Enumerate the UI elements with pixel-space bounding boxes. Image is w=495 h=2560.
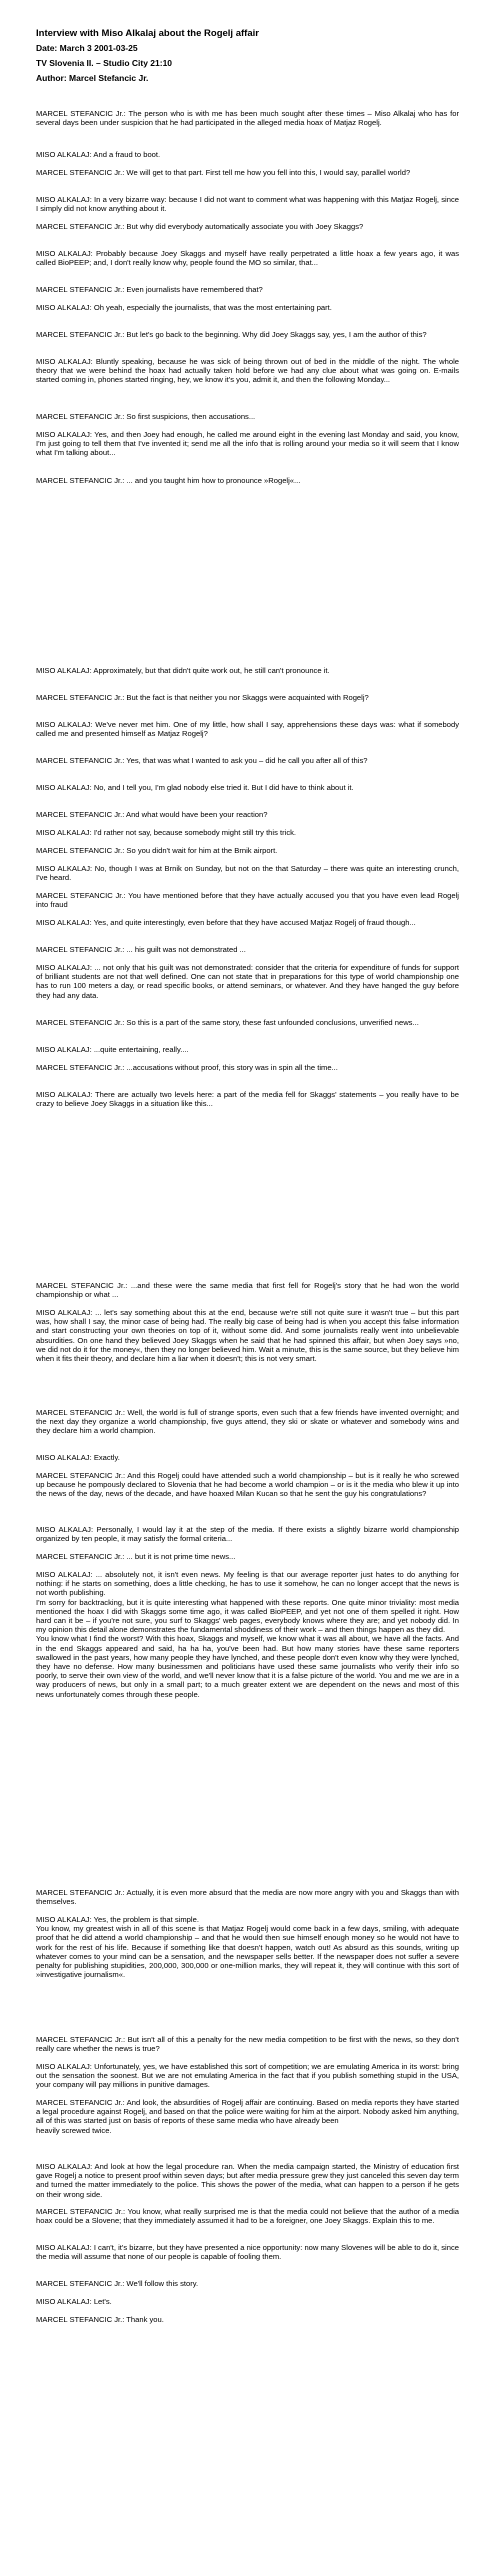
paragraph: MISO ALKALAJ: ... not only that his guilt was not demonstrated: consider that the criteria for expenditure of funds for support of brilliant students are not that well defined. One can not state that in preparations for this type of world championship one has to run 100 meters a day, or read specific books, or attend seminars, or whatever. And they have hanged the guy before they had any data.: [36, 963, 459, 1000]
document-date: Date: March 3 2001-03-25: [36, 43, 138, 53]
document-author: Author: Marcel Stefancic Jr.: [36, 73, 149, 83]
paragraph: MARCEL STEFANCIC Jr.: Even journalists have remembered that?: [36, 285, 263, 294]
document-station: TV Slovenia II. – Studio City 21:10: [36, 58, 173, 68]
paragraph: MARCEL STEFANCIC Jr.: And this Rogelj could have attended such a world championship – but is it really he who screwed up because he pompously declared to Slovenia that he had become a world champion – or is it the media who blew it up into the news of the day, news of the decade, and have hoaxed Milan Kucan so that he sent the guy his congratulations?: [36, 1471, 459, 1499]
paragraph: MISO ALKALAJ: Probably because Joey Skaggs and myself have really perpetrated a little hoax a few years ago, it was called BioPEEP; and, I don't really know why, people found the MO so similar, that...: [36, 249, 459, 268]
paragraph: MISO ALKALAJ: No, and I tell you, I'm glad nobody else tried it. But I did have to think about it.: [36, 783, 354, 792]
paragraph: MISO ALKALAJ: We've never met him. One of my little, how shall I say, apprehensions these days was: what if somebody called me and presented himself as Matjaz Rogelj?: [36, 720, 459, 739]
paragraph: MARCEL STEFANCIC Jr.: You know, what really surprised me is that the media could not believe that the author of a media hoax could be a Slovene; that they immediately assumed it had to be a foreigner, one Joey Skaggs. Explain this to me.: [36, 2207, 459, 2226]
paragraph: MISO ALKALAJ: I'd rather not say, because somebody might still try this trick.: [36, 828, 297, 837]
paragraph: MARCEL STEFANCIC Jr.: The person who is with me has been much sought after these times – Miso Alkalaj who has for several days been under suspicion that he had participated in the alleged media hoax of Matjaz Rogelj.: [36, 109, 459, 128]
paragraph: MISO ALKALAJ: Let's.: [36, 2297, 112, 2306]
paragraph: MISO ALKALAJ: ...quite entertaining, really....: [36, 1045, 189, 1054]
paragraph: MISO ALKALAJ: I can't, it's bizarre, but they have presented a nice opportunity: now many Slovenes will be able to do it, since the media will assume that none of our people is capable of fooling them.: [36, 2243, 459, 2262]
document-title: Interview with Miso Alkalaj about the Rogelj affair: [36, 28, 259, 39]
paragraph: MARCEL STEFANCIC Jr.: Thank you.: [36, 2315, 164, 2324]
paragraph: MARCEL STEFANCIC Jr.: ... his guilt was not demonstrated ...: [36, 945, 246, 954]
paragraph: MISO ALKALAJ: Oh yeah, especially the journalists, that was the most entertaining part.: [36, 303, 332, 312]
paragraph: MARCEL STEFANCIC Jr.: But let's go back to the beginning. Why did Joey Skaggs say, yes, I am the author of this?: [36, 330, 427, 339]
paragraph: MARCEL STEFANCIC Jr.: ...and these were the same media that first fell for Rogelj's story that he had won the world championship or what ...: [36, 1281, 459, 1300]
paragraph: MISO ALKALAJ: And a fraud to boot.: [36, 150, 161, 159]
paragraph: MARCEL STEFANCIC Jr.: So this is a part of the same story, these fast unfounded conclusions, unverified news...: [36, 1018, 419, 1027]
paragraph: MISO ALKALAJ: Yes, and then Joey had enough, he called me around eight in the evening last Monday and said, you know, I'm just going to tell them that I've invented it; send me all the info that is rolling around your media so it will seem that I know what I'm talking about...: [36, 430, 459, 458]
paragraph: MISO ALKALAJ: ... absolutely not, it isn't even news. My feeling is that our average reporter just hates to do anything for nothing: if he starts on something, does a little checking, he has to use it somehow, he can no longer accept that the news is not worth publishing. I'm sorry for backtracking, but it is quite interesting what happened with these reports. One quite minor triviality: most media mentioned the hoax I did with Skaggs some time ago, it was called BioPEEP, and yet not one of them spelled it right. How hard can it be – if you're not sure, you surf to Skaggs' web pages, everybody knows where they are; and yet nobody did. In my opinion this detail alone demonstrates the fundamental shoddiness of their work – and then things happen as they did. You know what I find the worst? With this hoax, Skaggs and myself, we know what it was all about, we have all the facts. And in the end Skaggs appeared and said, ha ha ha, you've been had. But how many stories have these same reporters swallowed in the past years, how many people they have lynched, and these people don't even know why they were lynched, they have no defense. How many businessmen and politicians have used these same journalists who verify their info so poorly, to serve their own view of the world, and we'll never know that it is a false picture of the world. You and me we are in a way producers of news, but only in a small part; to a much greater extent we are dependent on the news and most of this news unfortunately comes through these people.: [36, 1570, 459, 1699]
paragraph: MISO ALKALAJ: Yes, the problem is that simple. You know, my greatest wish in all of this scene is that Matjaz Rogelj would come back in a few days, smiling, with adequate proof that he did attend a world championship – and that he would then sue himself enough money so he would not have to work for the rest of his life. Because if something like that doesn't happen, watch out! As absurd as this sounds, writing up whatever comes to your mind can be a sensation, and the newspaper sells better. If the newspaper does not suffer a severe penalty for publishing stupidities, 200,000, 300,000 or one-million marks, they will repeat it, they will continue with this sort of »investigative journalism«.: [36, 1915, 459, 1980]
paragraph: MARCEL STEFANCIC Jr.: But why did everybody automatically associate you with Joey Skaggs?: [36, 222, 364, 231]
paragraph: MARCEL STEFANCIC Jr.: Well, the world is full of strange sports, even such that a few friends have invented overnight; and the next day they organize a world championship, five guys attend, they ski or skate or whatever and somebody wins and they declare him a world champion.: [36, 1408, 459, 1436]
paragraph: MISO ALKALAJ: Bluntly speaking, because he was sick of being thrown out of bed in the middle of the night. The whole theory that we were behind the hoax had actually taken hold before we had any clue about what was going on. E-mails started coming in, phones started ringing, hey, we know it's you, admit it, and then the following Monday...: [36, 357, 459, 385]
paragraph: MARCEL STEFANCIC Jr.: We will get to that part. First tell me how you fell into this, I would say, parallel world?: [36, 168, 411, 177]
paragraph: MISO ALKALAJ: Approximately, but that didn't quite work out, he still can't pronounce it.: [36, 666, 330, 675]
paragraph: MARCEL STEFANCIC Jr.: But isn't all of this a penalty for the new media competition to be first with the news, so they don't really care whether the news is true?: [36, 2035, 459, 2054]
paragraph: MARCEL STEFANCIC Jr.: ... but it is not prime time news...: [36, 1552, 236, 1561]
paragraph: MISO ALKALAJ: No, though I was at Brnik on Sunday, but not on the that Saturday – there was quite an interesting crunch, I've heard.: [36, 864, 459, 883]
paragraph: MISO ALKALAJ: In a very bizarre way: because I did not want to comment what was happening with this Matjaz Rogelj, since I simply did not know anything about it.: [36, 195, 459, 214]
paragraph: MISO ALKALAJ: Yes, and quite interestingly, even before that they have accused Matjaz Rogelj of fraud though...: [36, 918, 416, 927]
paragraph: MISO ALKALAJ: Personally, I would lay it at the step of the media. If there exists a slightly bizarre world championship organized by ten people, it may satisfy the formal criteria...: [36, 1525, 459, 1544]
paragraph: MISO ALKALAJ: Unfortunately, yes, we have established this sort of competition; we are emulating America in its worst: bring out the sensation the soonest. But we are not emulating America in the fact that if you publish something stupid in the USA, your company will pay millions in punitive damages.: [36, 2062, 459, 2090]
paragraph: MARCEL STEFANCIC Jr.: We'll follow this story.: [36, 2279, 199, 2288]
paragraph: MARCEL STEFANCIC Jr.: So you didn't wait for him at the Brnik airport.: [36, 846, 278, 855]
paragraph: MARCEL STEFANCIC Jr.: And look, the absurdities of Rogelj affair are continuing. Based on media reports they have started a legal procedure against Rogelj, and based on that the police were waiting for him at the airport. Nobody asked him anything, all of this was started just on basis of reports of these same media who have already been heavily screwed twice.: [36, 2098, 459, 2135]
paragraph: MISO ALKALAJ: ... let's say something about this at the end, because we're still not quite sure it wasn't true – but this part was, how shall I say, the minor case of being had. The really big case of being had is when you accept this false information and start constructing your own theories on top of it, without some did. And some journalists really went into unbelievable absurdities. On one hand they believed Joey Skaggs when he said that he had spinned this affair, but when Joey says »no, we did not do it for the money«, then they no longer believed him. Wait a minute, this is the same source, but they believe him when it fits their theory, and declare him a liar when it doesn't; this is not very smart.: [36, 1308, 459, 1364]
paragraph: MARCEL STEFANCIC Jr.: ...accusations without proof, this story was in spin all the time...: [36, 1063, 338, 1072]
paragraph: MARCEL STEFANCIC Jr.: So first suspicions, then accusations...: [36, 412, 256, 421]
paragraph: MISO ALKALAJ: Exactly.: [36, 1453, 120, 1462]
paragraph: MARCEL STEFANCIC Jr.: You have mentioned before that they have actually accused you that you have even lead Rogelj into fraud: [36, 891, 459, 910]
paragraph: MARCEL STEFANCIC Jr.: Yes, that was what I wanted to ask you – did he call you after all of this?: [36, 756, 368, 765]
paragraph: MARCEL STEFANCIC Jr.: Actually, it is even more absurd that the media are now more angry with you and Skaggs than with themselves.: [36, 1888, 459, 1907]
paragraph: MISO ALKALAJ: And look at how the legal procedure ran. When the media campaign started, the Ministry of education first gave Rogelj a notice to present proof within seven days; but after media pressure grew they just canceled this seven day term and turned the matter immediately to the police. This shows the power of the media, what can happen to a person if he gets on their wrong side.: [36, 2162, 459, 2199]
paragraph: MARCEL STEFANCIC Jr.: And what would have been your reaction?: [36, 810, 268, 819]
paragraph: MISO ALKALAJ: There are actually two levels here: a part of the media fell for Skaggs' statements – you really have to be crazy to believe Joey Skaggs in a situation like this...: [36, 1090, 459, 1109]
paragraph: MARCEL STEFANCIC Jr.: But the fact is that neither you nor Skaggs were acquainted with Rogelj?: [36, 693, 369, 702]
paragraph: MARCEL STEFANCIC Jr.: ... and you taught him how to pronounce »Rogelj«...: [36, 476, 301, 485]
